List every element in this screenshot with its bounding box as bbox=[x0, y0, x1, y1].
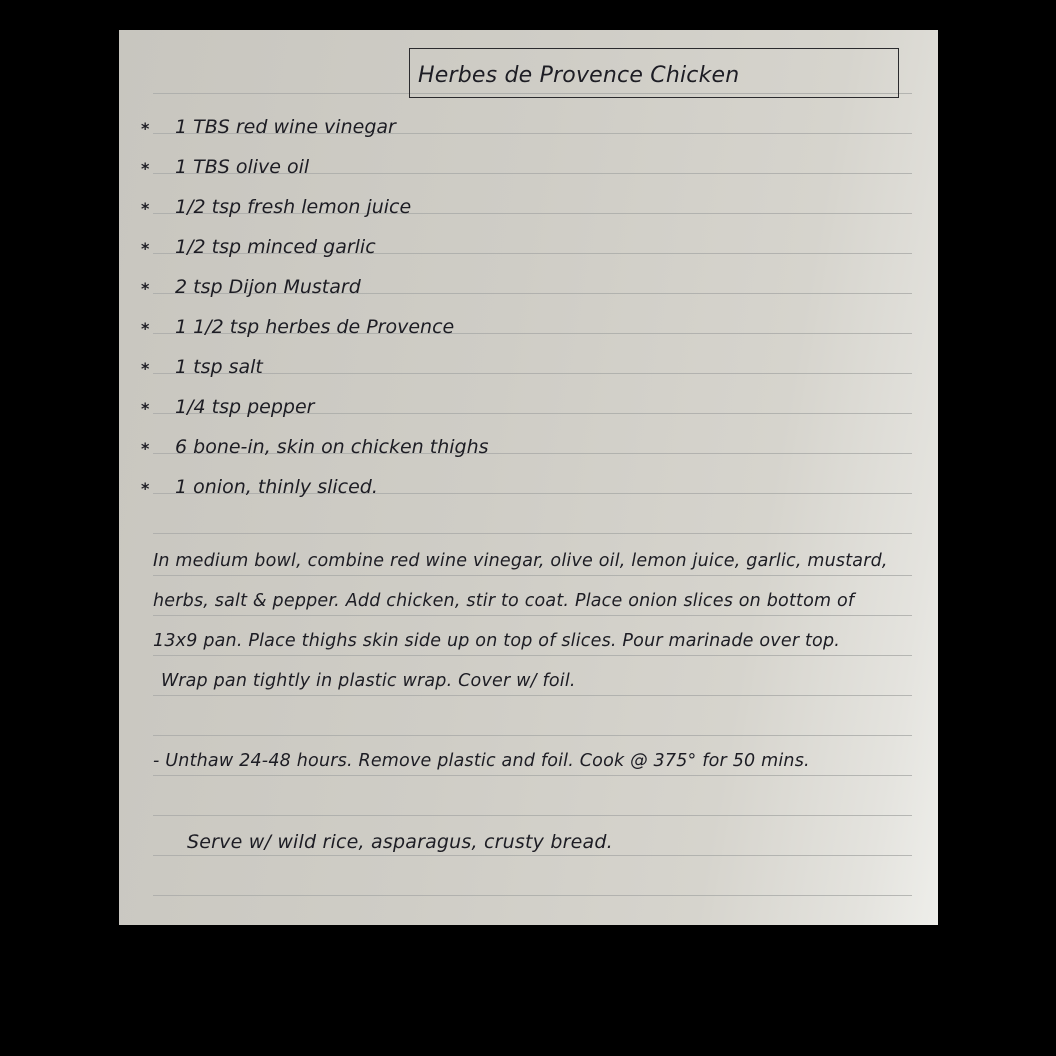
ruled-line bbox=[153, 373, 912, 374]
ingredient-item bbox=[141, 428, 489, 458]
cooking-instructions: - Unthaw 24-48 hours. Remove plastic and foil. Cook @ 375° for 50 mins. bbox=[153, 751, 810, 771]
ruled-line bbox=[153, 895, 912, 896]
bullet-icon: * bbox=[141, 119, 150, 138]
ingredient-item bbox=[141, 348, 263, 378]
direction-line: herbs, salt & pepper. Add chicken, stir to coat. Place onion slices on bottom of bbox=[153, 591, 855, 611]
bullet-icon: * bbox=[141, 159, 150, 178]
bullet-icon: * bbox=[141, 279, 150, 298]
recipe-title: Herbes de Provence Chicken bbox=[418, 63, 740, 88]
direction-line: 13x9 pan. Place thighs skin side up on top of slices. Pour marinade over top. bbox=[153, 631, 841, 651]
ruled-line bbox=[153, 615, 912, 616]
bullet-icon: * bbox=[141, 199, 150, 218]
ingredient-text: 1 onion, thinly sliced. bbox=[175, 476, 378, 498]
ingredient-text: 2 tsp Dijon Mustard bbox=[175, 276, 361, 298]
ingredient-item bbox=[141, 388, 314, 418]
direction-line: Wrap pan tightly in plastic wrap. Cover w/ foil. bbox=[161, 671, 576, 691]
bullet-icon: * bbox=[141, 319, 150, 338]
bullet-icon: * bbox=[141, 439, 150, 458]
ingredient-text: 1 TBS red wine vinegar bbox=[175, 116, 396, 138]
ingredient-item bbox=[141, 228, 376, 258]
ruled-line bbox=[153, 815, 912, 816]
ingredient-item bbox=[141, 108, 396, 138]
ingredient-item bbox=[141, 188, 411, 218]
bullet-icon: * bbox=[141, 399, 150, 418]
bullet-icon: * bbox=[141, 479, 150, 498]
ingredient-item bbox=[141, 268, 361, 298]
bullet-icon: * bbox=[141, 359, 150, 378]
title-box bbox=[409, 48, 899, 98]
ruled-line bbox=[153, 695, 912, 696]
ruled-line bbox=[153, 855, 912, 856]
ingredient-text: 6 bone-in, skin on chicken thighs bbox=[175, 436, 489, 458]
ingredient-text: 1 tsp salt bbox=[175, 356, 263, 378]
ruled-line bbox=[153, 533, 912, 534]
ingredient-text: 1 1/2 tsp herbes de Provence bbox=[175, 316, 455, 338]
ruled-line bbox=[153, 735, 912, 736]
serving-suggestion: Serve w/ wild rice, asparagus, crusty bread. bbox=[187, 831, 613, 853]
ruled-line bbox=[153, 775, 912, 776]
notebook-page bbox=[119, 30, 938, 925]
ingredient-text: 1/2 tsp fresh lemon juice bbox=[175, 196, 412, 218]
direction-line: In medium bowl, combine red wine vinegar, olive oil, lemon juice, garlic, mustard, bbox=[153, 551, 888, 571]
ruled-line bbox=[153, 575, 912, 576]
bullet-icon: * bbox=[141, 239, 150, 258]
ruled-line bbox=[153, 655, 912, 656]
ingredient-item bbox=[141, 148, 309, 178]
ingredient-text: 1/2 tsp minced garlic bbox=[175, 236, 376, 258]
ingredient-item bbox=[141, 468, 378, 498]
ingredient-text: 1 TBS olive oil bbox=[175, 156, 310, 178]
ingredient-text: 1/4 tsp pepper bbox=[175, 396, 315, 418]
ingredient-item bbox=[141, 308, 454, 338]
